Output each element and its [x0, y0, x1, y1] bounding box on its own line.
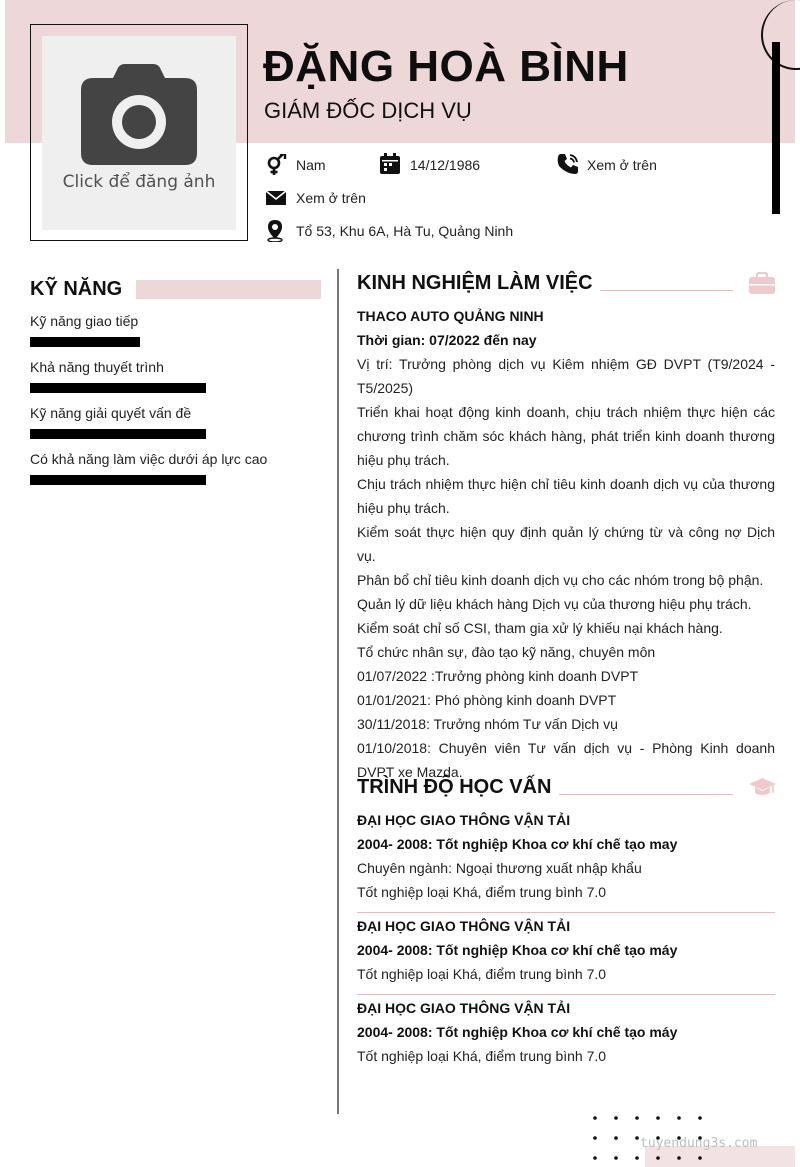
skill-bar	[30, 429, 206, 439]
experience-line: Tổ chức nhân sự, đào tạo kỹ năng, chuyên môn	[357, 644, 656, 660]
email-value: Xem ở trên	[296, 190, 366, 206]
camera-icon[interactable]	[81, 64, 197, 165]
education-entry	[357, 914, 775, 986]
experience-line: Quản lý dữ liệu khách hàng Dịch vụ của thương hiệu phụ trách.	[357, 596, 752, 612]
candidate-name: ĐẶNG HOÀ BÌNH	[263, 42, 629, 91]
education-heading-line	[559, 794, 733, 795]
education-entry	[357, 808, 775, 904]
experience-line: Kiểm soát chỉ số CSI, tham gia xử lý khiếu nại khách hàng.	[357, 620, 723, 636]
column-divider	[337, 269, 339, 1114]
experience-line: Kiểm soát thực hiện quy định quản lý chứng từ và công nợ Dịch vụ.	[357, 524, 775, 564]
experience-line: 01/07/2022 :Trưởng phòng kinh doanh DVPT	[357, 668, 639, 684]
school-name: ĐẠI HỌC GIAO THÔNG VẬN TẢI	[357, 918, 571, 934]
education-heading: TRÌNH ĐỘ HỌC VẤN	[357, 776, 552, 798]
phone-icon	[557, 153, 579, 175]
experience-heading-line	[600, 290, 733, 291]
education-line: Chuyên ngành: Ngoại thương xuất nhập khẩu	[357, 860, 642, 876]
skill-label: Kỹ năng giao tiếp	[30, 313, 139, 329]
job-title: GIÁM ĐỐC DỊCH VỤ	[264, 98, 472, 123]
education-separator	[357, 912, 775, 913]
education-entry	[357, 996, 775, 1068]
skill-bar	[30, 383, 206, 393]
school-name: ĐẠI HỌC GIAO THÔNG VẬN TẢI	[357, 1000, 571, 1016]
gender-value: Nam	[296, 157, 326, 173]
skills-heading: KỸ NĂNG	[30, 278, 123, 300]
experience-line: 30/11/2018: Trưởng nhóm Tư vấn Dịch vụ	[357, 716, 618, 732]
phone-value: Xem ở trên	[587, 157, 657, 173]
skill-bar	[30, 475, 206, 485]
education-separator	[357, 994, 775, 995]
skill-label: Khả năng thuyết trình	[30, 359, 164, 375]
experience-line: Phân bổ chỉ tiêu kinh doanh dịch vụ cho các nhóm trong bộ phận.	[357, 572, 764, 588]
experience-line: Triển khai hoạt động kinh doanh, chịu trách nhiệm thực hiện các chương trình chăm sóc khách hàng, phát triển kinh doanh thương hiệu phụ trách.	[357, 404, 775, 468]
degree: 2004- 2008: Tốt nghiệp Khoa cơ khí chế tạo máy	[357, 942, 678, 958]
gender-icon	[265, 154, 287, 176]
experience-content	[357, 304, 775, 784]
email-icon	[265, 187, 287, 209]
experience-heading: KINH NGHIỆM LÀM VIỆC	[357, 272, 593, 294]
skill-label: Có khả năng làm việc dưới áp lực cao	[30, 451, 268, 467]
briefcase-icon	[749, 272, 775, 294]
school-name: ĐẠI HỌC GIAO THÔNG VẬN TẢI	[357, 812, 571, 828]
decorative-vertical-bar	[772, 42, 780, 214]
calendar-icon	[379, 153, 401, 175]
degree: 2004- 2008: Tốt nghiệp Khoa cơ khí chế tạo máy	[357, 1024, 678, 1040]
education-line: Tốt nghiệp loại Khá, điểm trung bình 7.0	[357, 884, 607, 900]
photo-upload-label[interactable]: Click để đăng ảnh	[62, 172, 216, 192]
education-line: Tốt nghiệp loại Khá, điểm trung bình 7.0	[357, 966, 607, 982]
degree: 2004- 2008: Tốt nghiệp Khoa cơ khí chế tạo may	[357, 836, 678, 852]
skills-title-band	[136, 280, 321, 299]
education-line: Tốt nghiệp loại Khá, điểm trung bình 7.0	[357, 1048, 607, 1064]
company-name: THACO AUTO QUẢNG NINH	[357, 308, 544, 324]
experience-period: Thời gian: 07/2022 đến nay	[357, 332, 537, 348]
birthdate-value: 14/12/1986	[410, 157, 481, 173]
skill-bar	[30, 337, 140, 347]
experience-line: 01/01/2021: Phó phòng kinh doanh DVPT	[357, 692, 617, 708]
address-value: Tổ 53, Khu 6A, Hà Tu, Quảng Ninh	[296, 223, 514, 239]
skill-label: Kỹ năng giải quyết vấn đề	[30, 405, 192, 421]
experience-line: Vị trí: Trưởng phòng dịch vụ Kiêm nhiệm GĐ DVPT (T9/2024 - T5/2025)	[357, 356, 775, 396]
graduation-cap-icon	[749, 778, 776, 798]
location-icon	[265, 220, 287, 242]
experience-line: 01/10/2018: Chuyên viên Tư vấn dịch vụ - Phòng Kinh doanh DVPT xe Mazda.	[357, 740, 775, 780]
watermark: tuyendung3s.com	[640, 1136, 758, 1151]
experience-line: Chịu trách nhiệm thực hiện chỉ tiêu kinh doanh dịch vụ của thương hiệu phụ trách.	[357, 476, 775, 516]
